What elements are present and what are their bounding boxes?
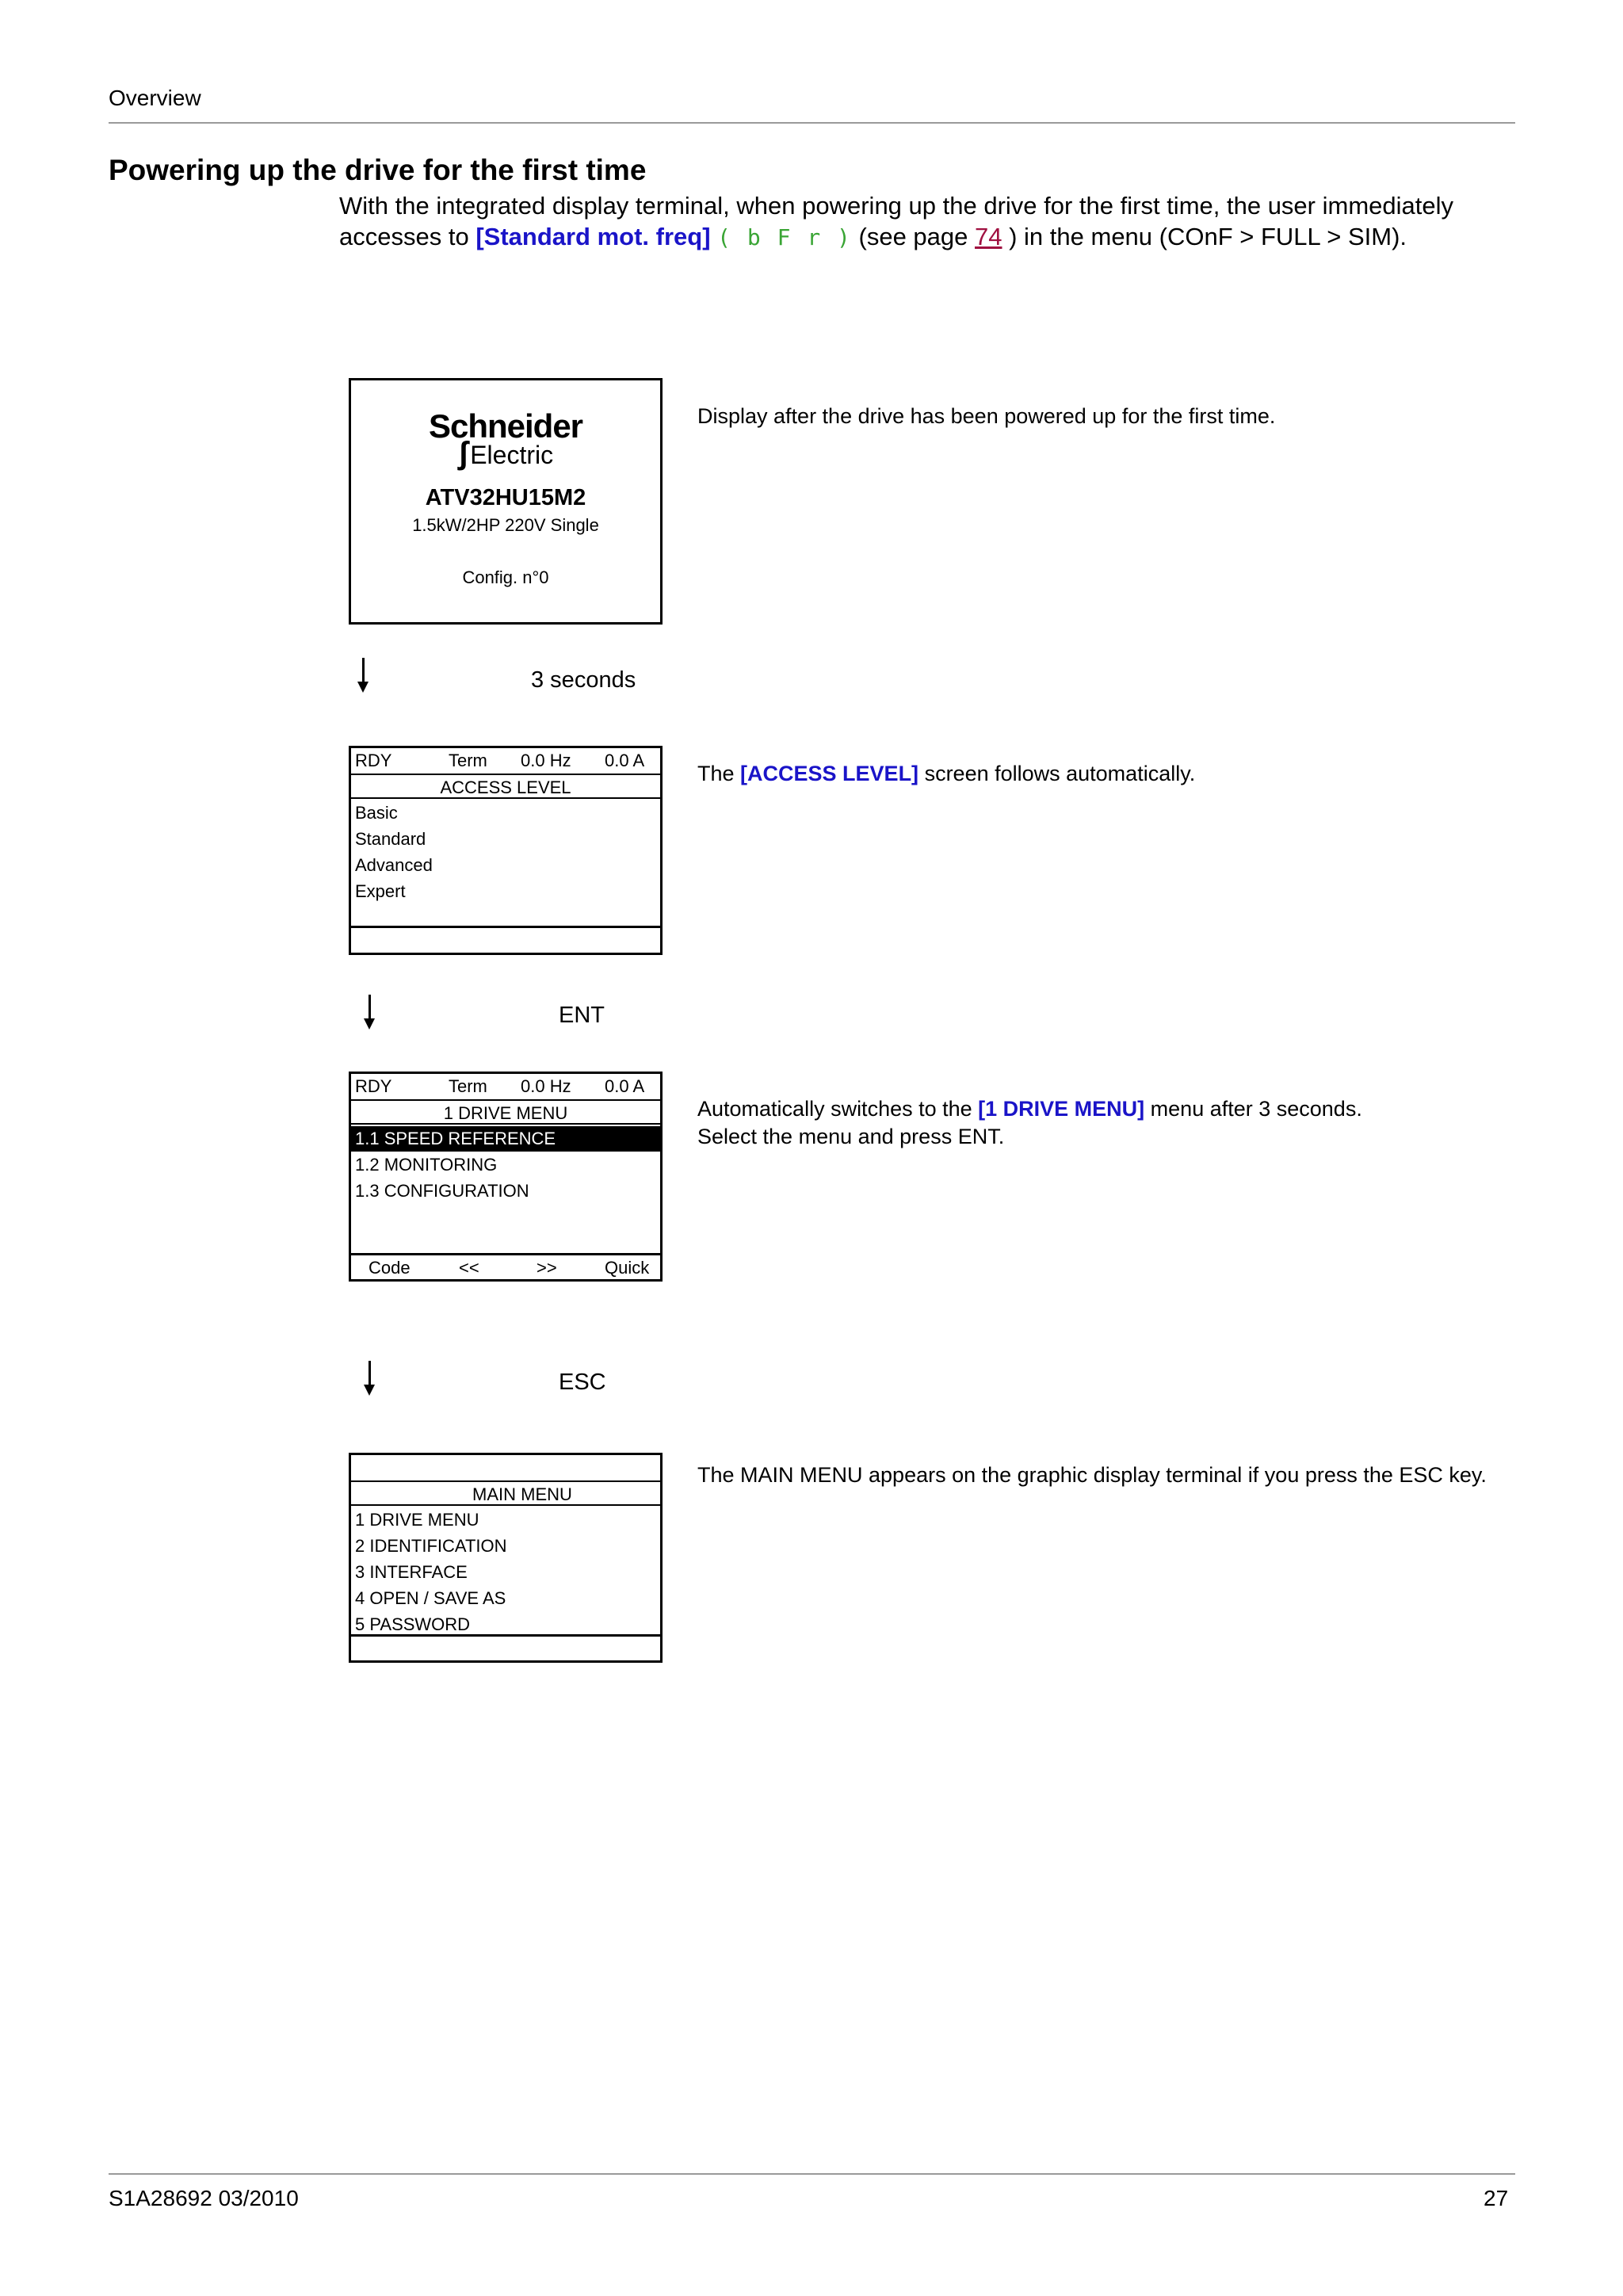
parameter-code: ( b F r )	[717, 224, 852, 250]
startup-display-panel	[349, 378, 663, 625]
step-label-esc: ESC	[559, 1370, 606, 1395]
menu-item-password[interactable]: 5 PASSWORD	[355, 1614, 471, 1634]
screen4-description: The MAIN MENU appears on the graphic display terminal if you press the ESC key.	[697, 1463, 1487, 1487]
page-link[interactable]: 74	[975, 223, 1002, 250]
menu-item-standard[interactable]: Standard	[355, 829, 426, 849]
drive-rating: 1.5kW/2HP 220V Single	[412, 515, 599, 535]
page-number: 27	[1484, 2186, 1509, 2210]
screen2-description: The [ACCESS LEVEL] screen follows automatically.	[697, 762, 1196, 785]
screen3-description: Automatically switches to the [1 DRIVE MENU] menu after 3 seconds. Select the menu and press ENT.	[697, 1097, 1362, 1148]
next-key[interactable]: >>	[537, 1258, 557, 1278]
parameter-name: [Standard mot. freq]	[475, 223, 711, 250]
config-number: Config. n°0	[462, 567, 549, 587]
menu-path-text: ) in the menu (COnF > FULL > SIM).	[1002, 223, 1407, 250]
step-label-ent: ENT	[559, 1003, 605, 1028]
document-reference: S1A28692 03/2010	[109, 2186, 299, 2210]
down-arrow-icon	[369, 995, 371, 1020]
previous-key[interactable]: <<	[459, 1258, 479, 1278]
logo-mark-icon: ʃ	[457, 436, 469, 471]
menu-item-configuration[interactable]: 1.3 CONFIGURATION	[355, 1181, 529, 1201]
page-title: Powering up the drive for the first time	[109, 154, 647, 186]
screen-title: ACCESS LEVEL	[351, 774, 660, 799]
drive-menu-screen	[349, 1072, 663, 1282]
section-label: Overview	[109, 86, 201, 110]
quick-key[interactable]: Quick	[605, 1258, 650, 1278]
menu-item-interface[interactable]: 3 INTERFACE	[355, 1562, 468, 1582]
menu-item-speed-reference[interactable]: 1.1 SPEED REFERENCE	[351, 1126, 660, 1152]
status-bar: RDY Term 0.0 Hz 0.0 A	[355, 751, 645, 770]
intro-text: With the integrated display terminal, when powering up the drive for the first time, the user immediately accesses to	[339, 192, 1453, 250]
down-arrow-icon	[369, 1361, 371, 1386]
footer-divider	[351, 926, 660, 928]
code-key[interactable]: Code	[369, 1258, 411, 1278]
drive-model: ATV32HU15M2	[425, 485, 586, 510]
down-arrow-icon	[362, 658, 365, 683]
menu-item-drive-menu[interactable]: 1 DRIVE MENU	[355, 1510, 479, 1530]
header-divider	[109, 122, 1515, 124]
screen-title: MAIN MENU	[351, 1480, 660, 1506]
function-key-bar	[351, 1255, 660, 1281]
schneider-logo: Schneider ʃElectric	[428, 407, 583, 471]
footer-divider	[351, 1634, 660, 1637]
menu-item-advanced[interactable]: Advanced	[355, 855, 433, 875]
step-label-3-seconds: 3 seconds	[531, 667, 636, 693]
status-bar: RDY Term 0.0 Hz 0.0 A	[355, 1076, 645, 1096]
screen1-description: Display after the drive has been powered up for the first time.	[697, 404, 1276, 428]
access-level-ref: [ACCESS LEVEL]	[740, 762, 919, 785]
menu-item-expert[interactable]: Expert	[355, 881, 406, 901]
access-level-screen	[349, 746, 663, 955]
menu-item-monitoring[interactable]: 1.2 MONITORING	[355, 1155, 498, 1175]
main-menu-screen	[349, 1453, 663, 1663]
drive-menu-ref: [1 DRIVE MENU]	[978, 1097, 1145, 1121]
see-page-text: (see page	[851, 223, 976, 250]
intro-paragraph	[339, 190, 1504, 253]
footer-divider	[109, 2173, 1515, 2175]
menu-item-basic[interactable]: Basic	[355, 803, 398, 823]
menu-item-open-save-as[interactable]: 4 OPEN / SAVE AS	[355, 1588, 506, 1608]
screen-title: 1 DRIVE MENU	[351, 1099, 660, 1125]
menu-item-identification[interactable]: 2 IDENTIFICATION	[355, 1536, 507, 1556]
